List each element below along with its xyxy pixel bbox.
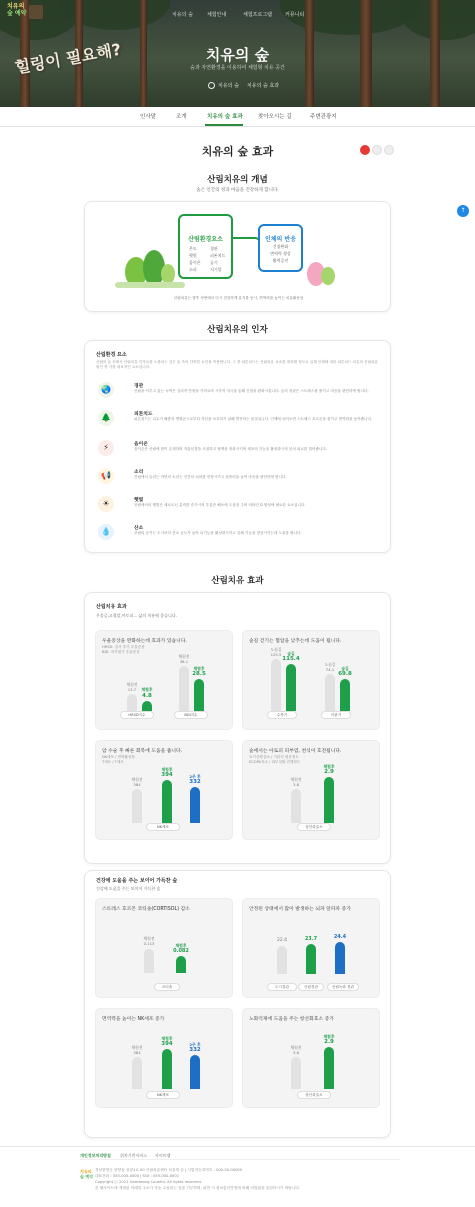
tab-greeting[interactable]: 인사말	[140, 114, 156, 120]
bar-after	[142, 701, 152, 711]
effects-heading: 산림치유 효과	[211, 576, 264, 586]
env-item: 저기압	[210, 267, 222, 272]
phytoncide-icon: 🌲	[98, 410, 114, 426]
breadcrumb-item[interactable]: 치유의 숲	[218, 83, 239, 89]
anion-icon: ⚡	[98, 440, 114, 456]
env-item: 온도	[189, 246, 197, 251]
panel-title: 면역력을 높이는 NK세포 증가	[102, 1017, 165, 1022]
home-icon[interactable]	[208, 82, 215, 89]
effect-panel-atopy	[242, 740, 380, 840]
bar-label: 체험전	[126, 682, 138, 687]
bar-after	[176, 956, 186, 973]
top-nav-item[interactable]: 체험안내	[207, 12, 227, 18]
bar-label: 체험후	[193, 666, 205, 671]
footer	[0, 1146, 475, 1207]
bar-after	[324, 1047, 334, 1089]
bar-label: 체험전	[290, 777, 302, 782]
bar-after	[340, 679, 350, 711]
panel-note: 호기산화질소 / 기관지 염증정도 ECOPA자수 / 피부질환 진행정도	[249, 755, 301, 764]
bar-label: 숲길	[287, 651, 295, 656]
top-nav-item[interactable]: 체험프로그램	[243, 12, 272, 18]
effect-panel-nkcell	[95, 1008, 233, 1108]
bar-value: 332	[189, 779, 201, 785]
bar-value: 332	[189, 1047, 201, 1053]
category-pill: 산림경관	[298, 983, 324, 991]
bar-value: 125.5	[270, 652, 282, 657]
bar-after	[162, 780, 172, 823]
effect-panel-depression	[95, 630, 233, 730]
logo-line2: 숲 예약	[7, 10, 27, 17]
bar-green	[335, 942, 345, 974]
factor-desc: 피톤치드는 나무가 해충과 병원균으로부터 자신을 보호하기 위해 발산하는 물질입니다. 인체에 들어오면 스트레스 호르몬을 줄이고 면역력을 높여줍니다.	[134, 417, 373, 421]
footer-address: 경남함양군 함양읍 천령1로 00 산림치유센터 치유의 숲 | 사업자등록번호 : 000-00-00000 대표전화 : 055-000-0000 | FAX : 055-000-0001 Copyright ⓒ 2021 Gamseong Country. All rights reserved. 본 웹사이트에 게재된 이메일 주소가 자동 수집되는 것을 거부하며, 위반 시 정보통신망법에 의해 처벌됨을 유념하시기 바랍니다.	[95, 1168, 301, 1190]
bar-label: 숲길	[341, 666, 349, 671]
sub-tabs	[0, 107, 475, 127]
bar-label: 체험전	[131, 777, 143, 782]
env-item: 공기	[210, 260, 218, 265]
hero-banner	[0, 0, 475, 107]
print-icon[interactable]	[384, 145, 394, 155]
effects-group2-title: 건강에 도움을 주는 보이어 가득찬 숲	[96, 878, 178, 884]
share-icon[interactable]	[360, 145, 370, 155]
sound-icon: 📢	[98, 468, 114, 484]
flow-arrow-icon	[231, 237, 261, 255]
category-pill: 코티솔	[154, 983, 180, 991]
effects-group1-sub: 우울증,고혈압,아토피... 삶의 치유에 좋습니다.	[96, 613, 177, 618]
bar-value: 13.7	[127, 687, 137, 692]
top-nav-item[interactable]: 치유의 숲	[172, 12, 193, 18]
bar-value: 3.8	[292, 1050, 300, 1055]
bar-label: 체험후	[161, 1036, 173, 1041]
bar-value: 74.1	[325, 667, 335, 672]
factor-name: 산소	[134, 526, 144, 531]
factor-desc: 음이온은 산림에 많이 존재하며 자율신경을 조절하고 혈액을 정화시키며 세포의 기능을 활성화시켜 몸의 피로를 덜어줍니다.	[134, 447, 328, 451]
footer-logo-line2: 숲 예약	[80, 1174, 93, 1179]
factor-name: 경관	[134, 384, 144, 389]
body-reaction-title: 인체의 반응	[264, 236, 297, 243]
bar-urban	[277, 946, 287, 974]
hero-title: 치유의 숲	[205, 46, 270, 64]
category-pill: NK세포	[146, 823, 180, 831]
effects-group1-title: 산림치유 효과	[96, 604, 127, 610]
bar-value: 394	[161, 772, 173, 778]
factors-heading: 산림치유의 인자	[207, 325, 268, 335]
panel-note: NK세포 / 면역활성화 T세포 / T세포	[102, 755, 135, 764]
bar-before	[325, 674, 335, 711]
logo-line1: 치유의	[7, 3, 25, 10]
effect-panel-antioxidant	[242, 1008, 380, 1108]
bar-before	[144, 949, 154, 973]
bar-value: 0.082	[173, 948, 189, 954]
category-pill: 산림녹화 경관	[327, 983, 359, 991]
footer-link-privacy[interactable]: 개인정보처리방침	[80, 1153, 111, 1158]
factors-group-title: 산림환경 요소	[96, 352, 127, 358]
env-item: 음이온	[189, 260, 201, 265]
category-pill: 도시경관	[267, 983, 297, 991]
panel-title: 스트레스 호르몬 코티솔(CORTISOL) 감소	[102, 907, 190, 912]
tab-overview[interactable]: 조개	[176, 114, 187, 120]
bar-value: 22.4	[276, 938, 288, 943]
factor-name: 피톤치드	[134, 412, 153, 417]
bar-label: 체험후	[323, 764, 335, 769]
concept-card	[84, 201, 391, 312]
bar-before	[291, 789, 301, 823]
env-item: 피톤치드	[210, 253, 226, 258]
breadcrumb-item[interactable]: 치유의 숲 효과	[246, 83, 280, 89]
env-item: 햇빛	[189, 253, 197, 258]
bar-label: 체험전	[290, 1045, 302, 1050]
tab-effects[interactable]: 치유의 숲 효과	[207, 114, 243, 120]
tab-nearby[interactable]: 주변관광지	[310, 114, 337, 120]
bar-value: 115.4	[282, 656, 300, 662]
footer-logo-line1: 치유의	[80, 1169, 92, 1174]
bar-after	[162, 1049, 172, 1089]
bar-after-2weeks	[190, 787, 200, 823]
bar-label: 체험전	[178, 654, 190, 659]
panel-title: 우울증상을 완화하는데 효과가 있습니다.	[102, 639, 187, 644]
env-factors-title: 산림환경요소	[188, 236, 223, 243]
bar-label: 체험후	[175, 943, 187, 948]
category-pill: 이완기	[321, 711, 351, 719]
bar-value: 0.113	[143, 941, 155, 946]
bar-value: 23.7	[304, 936, 318, 942]
panel-title: 안정된 상태에서 많이 발생하는 뇌파 알파파 증가	[249, 907, 351, 912]
factor-name: 소리	[134, 470, 144, 475]
sunlight-icon: ☀	[98, 496, 114, 512]
effect-panel-alpha	[242, 898, 380, 998]
oxygen-icon: 💧	[98, 524, 114, 540]
scroll-top-button[interactable]: ↑	[457, 205, 469, 217]
bar-value: 384	[133, 782, 141, 787]
page-title: 치유의 숲 효과	[201, 145, 274, 158]
bar-value: 2.9	[324, 769, 334, 775]
factor-desc: 산림에서의 햇빛은 세로토닌 분비를 증가시켜 우울증 해소에 도움을 주며 비타민 D 합성에 필요한 요소입니다.	[134, 503, 306, 507]
bar-value: 28.5	[192, 671, 206, 677]
bar-after	[324, 777, 334, 823]
concept-heading: 산림치유의 개념	[207, 175, 268, 185]
env-item: 경관	[210, 246, 218, 251]
effects-group2-sub: 건강에 도움을 주는 보이어 가득찬 숲	[96, 886, 161, 891]
bar-label: 도심길	[270, 647, 282, 652]
panel-title: 숲길 걷기는 혈압을 낮추는데 도움이 됩니다.	[249, 639, 342, 644]
bar-value: 384	[133, 1050, 141, 1055]
env-item: 소리	[189, 267, 197, 272]
factor-desc: 산림을 이루고 있는 녹색은 심리적 안정을 가져오며 시각적 자극을 통해 긴장을 완화시킵니다. 숲의 경관은 스트레스를 줄이고 마음을 편안하게 합니다.	[134, 389, 369, 393]
bar-value: 4.8	[142, 693, 152, 699]
bar-label: 체험후	[141, 687, 153, 692]
bar-value: 69.8	[338, 671, 352, 677]
concept-sub: 숲은 인간의 정과 마음을 건강하게 합니다.	[196, 188, 279, 193]
panel-title: 숲에서는 아토피 피부염, 천식이 호전됩니다.	[249, 749, 342, 754]
bar-label: 체험전	[143, 936, 155, 941]
breadcrumb	[208, 82, 287, 92]
factor-name: 햇빛	[134, 498, 144, 503]
hero-subtitle: 숲과 자연환경을 이용하여 체험형 치유 공간	[190, 65, 285, 71]
body-item: 긴장완화	[272, 244, 289, 249]
bar-value: 2.9	[324, 1039, 334, 1045]
bar-label: 2주 후	[189, 1042, 201, 1047]
body-item: 면역력 향상	[270, 251, 291, 256]
panel-title: 노화억제에 도움을 주는 항산화효소 증가	[249, 1017, 334, 1022]
bar-value: 394	[161, 1041, 173, 1047]
bar-value: 38.1	[179, 659, 189, 664]
category-pill: NK세포	[146, 1091, 180, 1099]
active-tab-indicator	[205, 124, 243, 126]
category-pill: BDI지수	[174, 711, 208, 719]
bar-value: 24.4	[333, 934, 347, 940]
bar-label: 체험전	[131, 1045, 143, 1050]
landscape-icon: 🌏	[98, 382, 114, 398]
top-nav-item[interactable]: 커뮤니티	[285, 12, 305, 18]
panel-title: 암 수술 후 빠른 회복에 도움을 줍니다.	[102, 749, 183, 754]
factor-desc: 산림의 공기는 도시보다 산소 농도가 높아 뇌기능을 활성화시키고 심폐 기능을 향상시키는데 도움을 줍니다.	[134, 531, 302, 535]
bar-before	[132, 1057, 142, 1089]
bar-before	[291, 1057, 301, 1089]
category-pill: 항산화효소	[297, 823, 331, 831]
body-item: 활력증진	[272, 258, 289, 263]
link-icon[interactable]	[372, 145, 382, 155]
hero-slogan: 힐링이 필요해?	[13, 39, 123, 78]
bar-after	[194, 679, 204, 711]
bar-label: 도심길	[324, 662, 336, 667]
concept-footnote: 산림치유는 향후 자연에서 다시 건강하게 유지를 동시, 면역력을 높이는 치유활동임	[173, 296, 304, 300]
footer-link-sitemap[interactable]: 사이트맵	[155, 1153, 171, 1158]
tree-illustration-icon	[321, 267, 335, 285]
factor-desc: 산림에서 들리는 자연의 소리는 인간의 뇌파를 안정시키고 집중력을 높여 마음을 편안하게 합니다.	[134, 475, 287, 479]
tab-directions[interactable]: 찾아오시는 길	[258, 114, 292, 120]
bar-after-2weeks	[190, 1055, 200, 1089]
category-pill: HRSD지수	[120, 711, 154, 719]
factor-name: 음이온	[134, 442, 148, 447]
footer-link-location[interactable]: 위치기반서비스	[120, 1153, 148, 1158]
bar-label: 체험후	[161, 767, 173, 772]
category-pill: 항산화효소	[297, 1091, 331, 1099]
bar-label: 체험후	[323, 1034, 335, 1039]
effect-panel-cancer	[95, 740, 233, 840]
effect-panel-bloodpressure	[242, 630, 380, 730]
factors-intro: 산림의 숲 속에서 산림치유 인자들을 노출되는 것은 숲 속의 다양한 요인을 이용합니다. 그 중 피톤치드는 산림치유 요소를 대표할 정도로 실제 인체에 대한 피톤치드 치유의 산림치유 원인 중 가장 대표적인 요소입니다.	[96, 360, 378, 369]
bar-value: 3.8	[292, 782, 300, 787]
env-factors-box	[178, 214, 233, 279]
bar-before	[132, 789, 142, 823]
top-nav	[0, 11, 475, 21]
tree-illustration-icon	[161, 264, 175, 284]
category-pill: 수축기	[267, 711, 297, 719]
effect-panel-cortisol	[95, 898, 233, 998]
bar-forest	[306, 944, 316, 974]
body-reaction-box	[258, 224, 303, 272]
footer-logo	[80, 1169, 94, 1189]
panel-note: HRSD: 검사 후기 우울증상 BDI: 자기평가 우울증상	[102, 645, 145, 654]
bar-before	[271, 659, 281, 711]
bar-label: 2주 후	[189, 774, 201, 779]
bar-after	[286, 664, 296, 711]
